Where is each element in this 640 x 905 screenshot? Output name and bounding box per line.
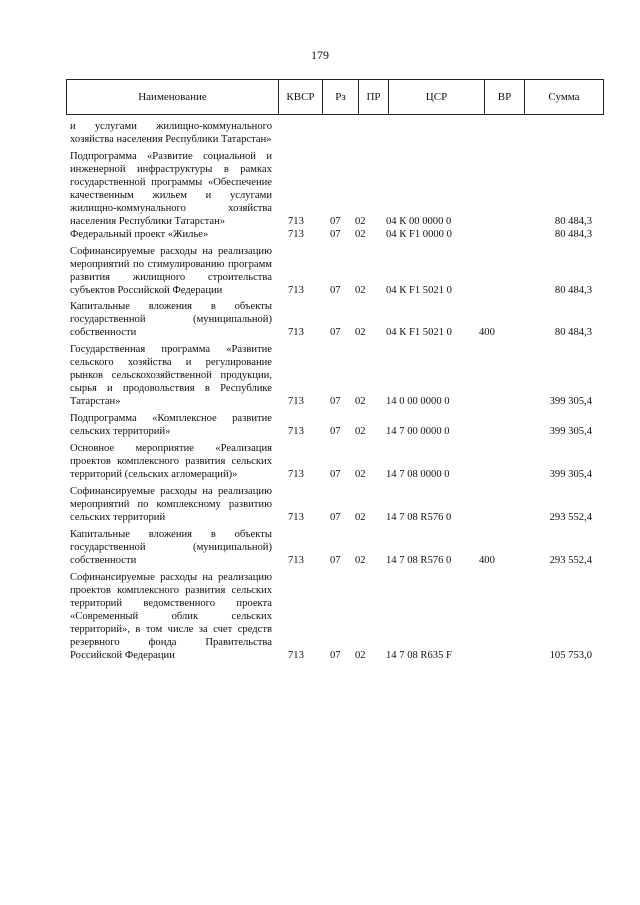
row-kvsr: 713 <box>288 469 304 480</box>
row-kvsr: 713 <box>288 512 304 523</box>
row-sum: 105 753,0 <box>549 650 592 661</box>
row-rz: 07 <box>330 426 341 437</box>
row-kvsr: 713 <box>288 216 304 227</box>
row-name: Софинансируемые расходы на реализацию проектов комплексного развития сельских территорий ведомственного проекта «Современный облик сельских территорий», в том числе за счет средств резервного фонда Правительства Российской Федерации <box>70 572 272 661</box>
table-row <box>0 343 640 408</box>
row-kvsr: 713 <box>288 229 304 240</box>
row-rz: 07 <box>330 285 341 296</box>
row-rz: 07 <box>330 396 341 407</box>
row-sum: 80 484,3 <box>554 216 592 227</box>
row-pr: 02 <box>355 555 366 566</box>
header-rz: Рз <box>323 80 359 114</box>
row-name: Основное мероприятие «Реализация проектов комплексного развития сельских территорий (сельских агломераций)» <box>70 443 272 480</box>
row-pr: 02 <box>355 229 366 240</box>
row-rz: 07 <box>330 229 341 240</box>
row-name: Капитальные вложения в объекты государственной (муниципальной) собственности <box>70 529 272 566</box>
header-kvsr: КВСР <box>279 80 323 114</box>
row-vr: 400 <box>479 327 495 338</box>
table-row <box>0 412 640 438</box>
row-pr: 02 <box>355 396 366 407</box>
table-row <box>0 150 640 228</box>
row-sum: 80 484,3 <box>554 229 592 240</box>
table-body <box>0 120 640 662</box>
row-sum: 293 552,4 <box>549 512 592 523</box>
row-csr: 14 7 00 0000 0 <box>386 426 450 437</box>
table-row <box>0 485 640 524</box>
page-number: 179 <box>311 48 329 62</box>
row-rz: 07 <box>330 216 341 227</box>
row-rz: 07 <box>330 512 341 523</box>
header-name: Наименование <box>67 80 279 114</box>
row-sum: 80 484,3 <box>554 285 592 296</box>
row-csr: 14 7 08 R576 0 <box>386 555 452 566</box>
row-pr: 02 <box>355 426 366 437</box>
row-rz: 07 <box>330 469 341 480</box>
table-row <box>0 245 640 297</box>
table-row <box>0 528 640 567</box>
row-vr: 400 <box>479 555 495 566</box>
row-csr: 14 7 08 0000 0 <box>386 469 450 480</box>
row-pr: 02 <box>355 285 366 296</box>
row-rz: 07 <box>330 327 341 338</box>
row-rz: 07 <box>330 650 341 661</box>
row-pr: 02 <box>355 469 366 480</box>
row-sum: 399 305,4 <box>549 469 592 480</box>
row-name: Софинансируемые расходы на реализацию мероприятий по стимулированию программ развития жилищного строительства субъектов Российской Федерации <box>70 246 272 296</box>
row-name: Капитальные вложения в объекты государственной (муниципальной) собственности <box>70 301 272 338</box>
row-name: Государственная программа «Развитие сельского хозяйства и регулирование рынков сельскохозяйственной продукции, сырья и продовольствия в Республике Татарстан» <box>70 344 272 407</box>
row-csr: 04 К F1 5021 0 <box>386 285 452 296</box>
row-pr: 02 <box>355 327 366 338</box>
header-vr: ВР <box>485 80 525 114</box>
row-sum: 399 305,4 <box>549 426 592 437</box>
row-kvsr: 713 <box>288 650 304 661</box>
table-row <box>0 300 640 339</box>
row-kvsr: 713 <box>288 327 304 338</box>
row-sum: 80 484,3 <box>554 327 592 338</box>
row-pr: 02 <box>355 216 366 227</box>
row-kvsr: 713 <box>288 285 304 296</box>
header-sum: Сумма <box>548 91 580 103</box>
table-row <box>0 228 640 241</box>
row-csr: 14 7 08 R635 F <box>386 650 452 661</box>
table-header <box>66 79 604 115</box>
row-name: Софинансируемые расходы на реализацию мероприятий по комплексному развитию сельских территорий <box>70 486 272 523</box>
row-pr: 02 <box>355 512 366 523</box>
row-csr: 04 К F1 0000 0 <box>386 229 452 240</box>
row-name: Подпрограмма «Развитие социальной и инженерной инфраструктуры в рамках государственной программы «Обеспечение качественным жильем и услугами жилищно-коммунального хозяйства населения Республики Татарстан» <box>70 151 272 227</box>
header-csr: ЦСР <box>389 80 485 114</box>
row-kvsr: 713 <box>288 426 304 437</box>
table-row <box>0 120 640 146</box>
row-csr: 14 0 00 0000 0 <box>386 396 450 407</box>
row-kvsr: 713 <box>288 396 304 407</box>
table-row <box>0 571 640 662</box>
row-rz: 07 <box>330 555 341 566</box>
row-name: и услугами жилищно-коммунального хозяйства населения Республики Татарстан» <box>70 121 272 145</box>
row-name: Федеральный проект «Жилье» <box>70 229 209 240</box>
row-csr: 04 К 00 0000 0 <box>386 216 452 227</box>
row-sum: 293 552,4 <box>549 555 592 566</box>
row-csr: 04 К F1 5021 0 <box>386 327 452 338</box>
header-pr: ПР <box>359 80 389 114</box>
table-row <box>0 442 640 481</box>
row-name: Подпрограмма «Комплексное развитие сельских территорий» <box>70 413 272 437</box>
row-pr: 02 <box>355 650 366 661</box>
row-sum: 399 305,4 <box>549 396 592 407</box>
row-kvsr: 713 <box>288 555 304 566</box>
row-csr: 14 7 08 R576 0 <box>386 512 452 523</box>
